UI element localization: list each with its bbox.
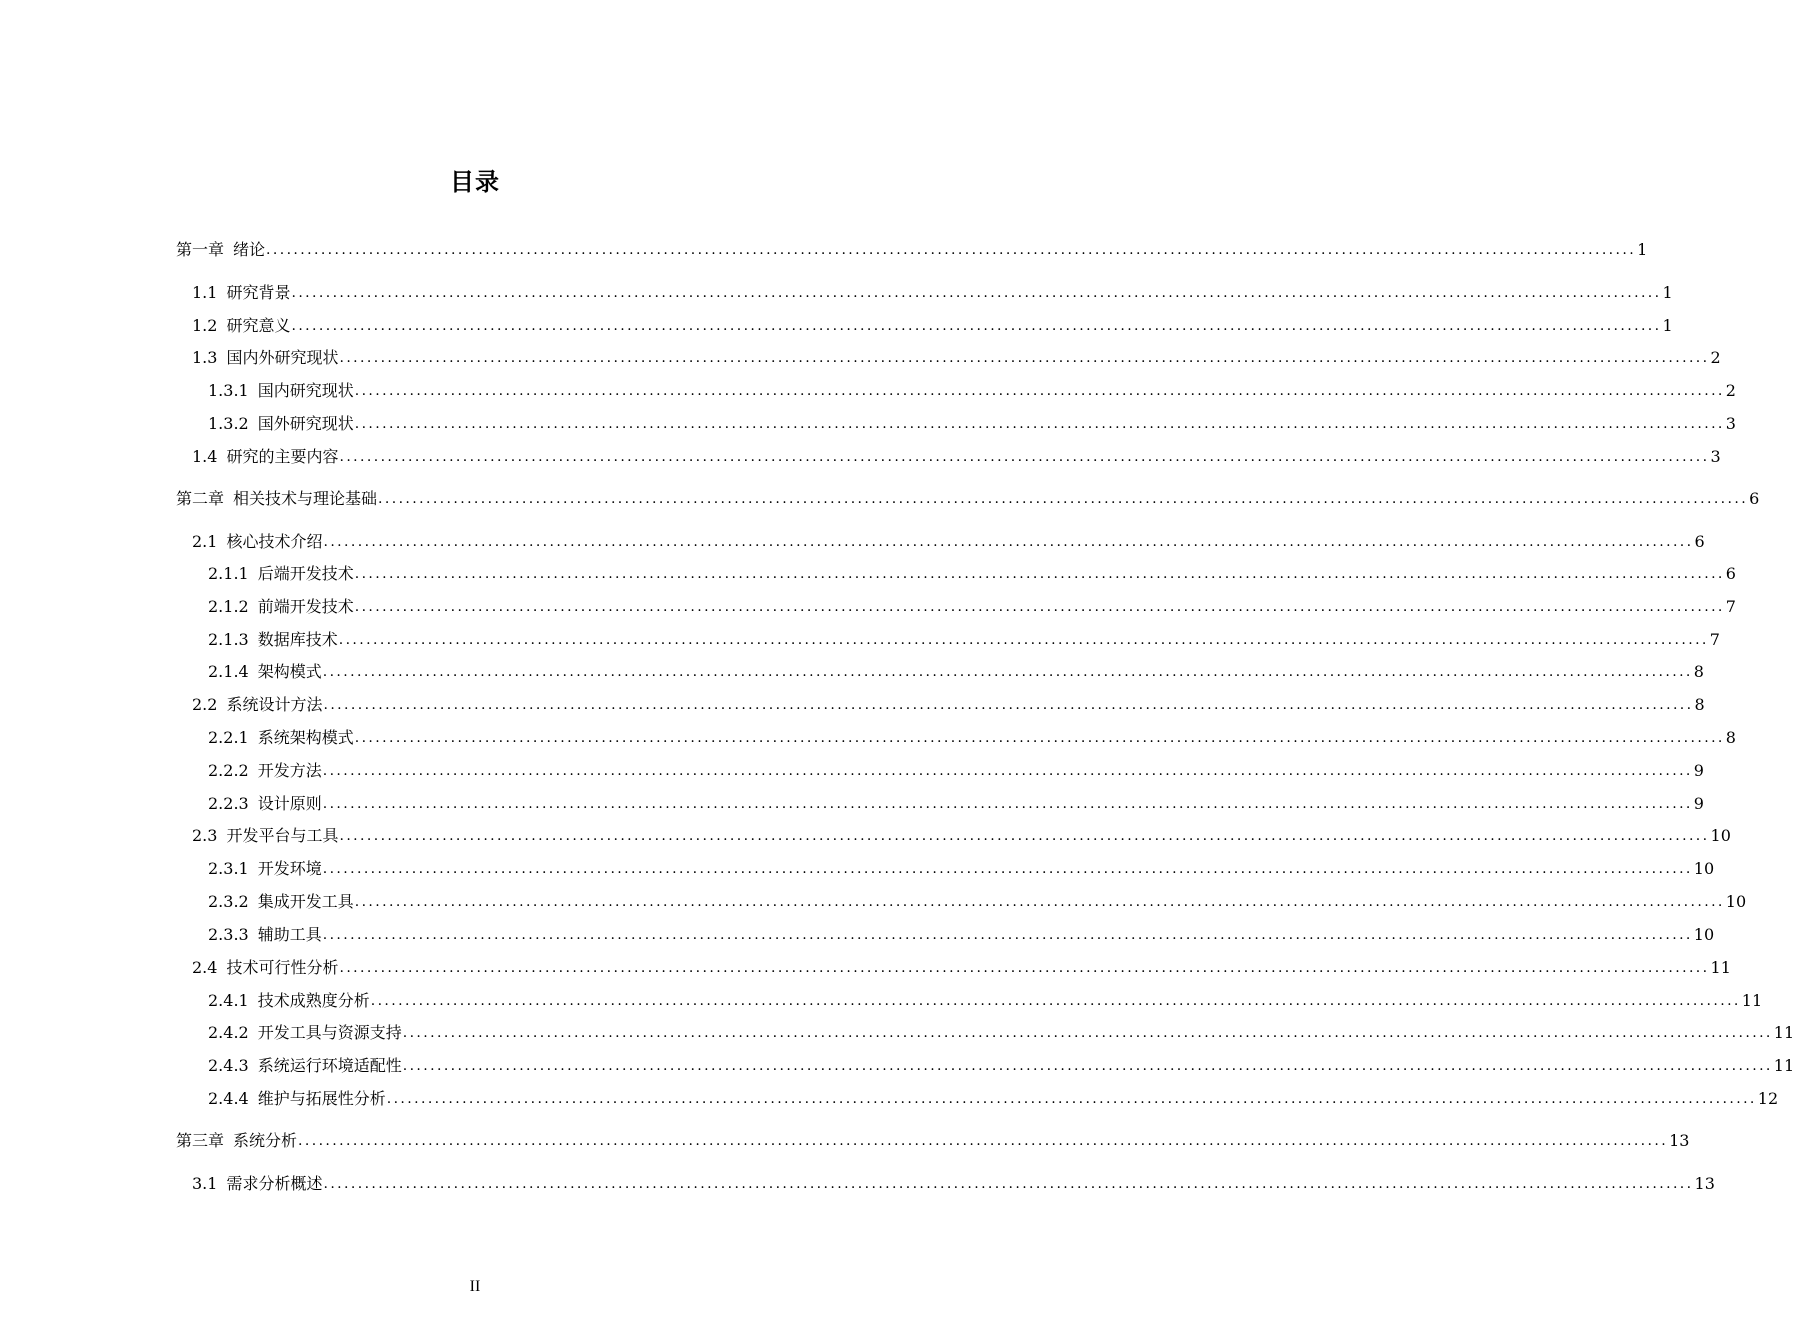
toc-entry-title: 设计原则 xyxy=(257,794,322,813)
toc-entry-title: 系统运行环境适配性 xyxy=(257,1056,402,1075)
toc-leader-dots: ........................................................................................................................................................................................................ xyxy=(338,632,1709,648)
toc-entry-page: 2 xyxy=(1710,348,1721,367)
toc-entry[interactable] xyxy=(208,1021,1794,1045)
toc-entry[interactable] xyxy=(208,1087,1779,1111)
toc-entry-title: 核心技术介绍 xyxy=(226,532,323,551)
toc-entry-number: 2.1.3 xyxy=(208,630,249,649)
toc-entry-number: 1.3.2 xyxy=(208,414,249,433)
toc-entry-number: 1.1 xyxy=(192,283,218,302)
toc-leader-dots: ........................................................................................................................................................................................................ xyxy=(339,350,1710,366)
toc-entry-title: 系统设计方法 xyxy=(226,695,323,714)
toc-entry-title: 开发方法 xyxy=(257,761,322,780)
toc-entry-number: 2.1.1 xyxy=(208,564,249,583)
toc-entry-page: 1 xyxy=(1662,316,1673,335)
toc-entry-title: 系统分析 xyxy=(233,1131,298,1150)
toc-entry-page: 9 xyxy=(1693,761,1704,780)
toc-entry[interactable] xyxy=(192,281,1673,305)
toc-leader-dots: ........................................................................................................................................................................................................ xyxy=(298,1133,1669,1149)
toc-entry-title: 研究意义 xyxy=(226,316,291,335)
toc-entry[interactable] xyxy=(192,346,1721,370)
toc-entry-page: 10 xyxy=(1710,826,1731,845)
toc-entry-number: 2.4.1 xyxy=(208,991,249,1010)
toc-entry-page: 8 xyxy=(1725,728,1736,747)
toc-entry[interactable] xyxy=(192,824,1731,848)
toc-leader-dots: ........................................................................................................................................................................................................ xyxy=(323,697,1694,713)
toc-entry-page: 10 xyxy=(1725,892,1747,911)
toc-entry-page: 6 xyxy=(1749,489,1760,508)
toc-entry[interactable] xyxy=(208,660,1704,684)
toc-entry-page: 6 xyxy=(1694,532,1705,551)
toc-leader-dots: ........................................................................................................................................................................................................ xyxy=(402,1058,1773,1074)
toc-leader-dots: ........................................................................................................................................................................................................ xyxy=(354,599,1725,615)
toc-leader-dots: ........................................................................................................................................................................................................ xyxy=(291,318,1662,334)
toc-entry[interactable] xyxy=(192,530,1705,554)
toc-entry-title: 技术成熟度分析 xyxy=(257,991,370,1010)
toc-leader-dots: ........................................................................................................................................................................................................ xyxy=(291,285,1662,301)
toc-entry-page: 11 xyxy=(1741,991,1763,1010)
toc-entry-page: 7 xyxy=(1725,597,1736,616)
toc-leader-dots: ........................................................................................................................................................................................................ xyxy=(323,534,1694,550)
toc-entry-title: 集成开发工具 xyxy=(257,892,354,911)
toc-entry-number: 2.1 xyxy=(192,532,218,551)
toc-entry[interactable] xyxy=(208,595,1736,619)
toc-entry-page: 10 xyxy=(1693,925,1715,944)
toc-entry-title: 辅助工具 xyxy=(257,925,322,944)
toc-entry-title: 开发环境 xyxy=(257,859,322,878)
toc-entry-number: 2.4 xyxy=(192,958,218,977)
toc-entry-title: 国内研究现状 xyxy=(257,381,354,400)
toc-entry-page: 1 xyxy=(1662,283,1673,302)
toc-entry-page: 6 xyxy=(1725,564,1736,583)
toc-leader-dots: ........................................................................................................................................................................................................ xyxy=(386,1091,1757,1107)
toc-entry[interactable] xyxy=(208,562,1736,586)
page-title: 目录 xyxy=(450,168,500,196)
toc-entry-number: 第一章 xyxy=(176,240,225,259)
toc-entry-number: 第三章 xyxy=(176,1131,225,1150)
toc-entry-page: 3 xyxy=(1710,447,1721,466)
toc-entry-number: 2.2.1 xyxy=(208,728,249,747)
toc-entry[interactable] xyxy=(192,445,1721,469)
toc-entry-page: 12 xyxy=(1757,1089,1779,1108)
toc-entry-page: 11 xyxy=(1773,1023,1794,1042)
toc-entry[interactable] xyxy=(176,238,1648,262)
toc-leader-dots: ........................................................................................................................................................................................................ xyxy=(339,449,1710,465)
toc-entry-page: 7 xyxy=(1709,630,1720,649)
toc-entry-page: 13 xyxy=(1669,1131,1690,1150)
toc-entry[interactable] xyxy=(176,487,1760,511)
toc-leader-dots: ........................................................................................................................................................................................................ xyxy=(339,960,1710,976)
toc-entry-title: 技术可行性分析 xyxy=(226,958,339,977)
toc-entry[interactable] xyxy=(208,923,1715,947)
toc-leader-dots: ........................................................................................................................................................................................................ xyxy=(354,416,1725,432)
toc-leader-dots: ........................................................................................................................................................................................................ xyxy=(322,927,1693,943)
toc-entry[interactable] xyxy=(208,989,1763,1013)
toc-entry-title: 绪论 xyxy=(233,240,266,259)
toc-entry-page: 3 xyxy=(1725,414,1736,433)
toc-entry-number: 2.4.4 xyxy=(208,1089,249,1108)
toc-entry-title: 前端开发技术 xyxy=(257,597,354,616)
toc-entry-number: 2.3.2 xyxy=(208,892,249,911)
toc-leader-dots: ........................................................................................................................................................................................................ xyxy=(339,828,1710,844)
toc-entry-number: 2.3.1 xyxy=(208,859,249,878)
toc-entry-number: 第二章 xyxy=(176,489,225,508)
toc-entry-title: 系统架构模式 xyxy=(257,728,354,747)
toc-entry-title: 维护与拓展性分析 xyxy=(257,1089,386,1108)
toc-entry-number: 1.3 xyxy=(192,348,218,367)
toc-entry[interactable] xyxy=(208,379,1736,403)
toc-entry[interactable] xyxy=(192,693,1705,717)
footer-page-number: II xyxy=(469,1278,481,1295)
toc-leader-dots: ........................................................................................................................................................................................................ xyxy=(354,566,1725,582)
toc-entry[interactable] xyxy=(208,759,1704,783)
toc-entry-title: 后端开发技术 xyxy=(257,564,354,583)
toc-entry-number: 1.4 xyxy=(192,447,218,466)
toc-entry-number: 3.1 xyxy=(192,1174,218,1193)
toc-entry-number: 2.3 xyxy=(192,826,218,845)
toc-entry[interactable] xyxy=(208,857,1715,881)
toc-entry-page: 9 xyxy=(1693,794,1704,813)
toc-entry-title: 数据库技术 xyxy=(257,630,338,649)
toc-entry-title: 开发工具与资源支持 xyxy=(257,1023,402,1042)
toc-leader-dots: ........................................................................................................................................................................................................ xyxy=(322,763,1693,779)
toc-entry-page: 2 xyxy=(1725,381,1736,400)
toc-leader-dots: ........................................................................................................................................................................................................ xyxy=(322,796,1693,812)
toc-entry[interactable] xyxy=(208,726,1736,750)
toc-entry-number: 2.2 xyxy=(192,695,218,714)
toc-leader-dots: ........................................................................................................................................................................................................ xyxy=(378,491,1749,507)
toc-entry[interactable] xyxy=(208,792,1704,816)
toc-entry-title: 架构模式 xyxy=(257,662,322,681)
toc-entry-title: 需求分析概述 xyxy=(226,1174,323,1193)
toc-leader-dots: ........................................................................................................................................................................................................ xyxy=(354,894,1725,910)
toc-entry-title: 研究的主要内容 xyxy=(226,447,339,466)
toc-entry-page: 13 xyxy=(1694,1174,1715,1193)
toc-leader-dots: ........................................................................................................................................................................................................ xyxy=(266,242,1637,258)
toc-entry-number: 2.1.2 xyxy=(208,597,249,616)
toc-entry-number: 2.4.2 xyxy=(208,1023,249,1042)
toc-entry-page: 1 xyxy=(1637,240,1648,259)
toc-entry-title: 开发平台与工具 xyxy=(226,826,339,845)
toc-entry[interactable] xyxy=(192,314,1673,338)
toc-entry-title: 国外研究现状 xyxy=(257,414,354,433)
toc-entry[interactable] xyxy=(208,628,1720,652)
toc-entry-number: 2.3.3 xyxy=(208,925,249,944)
toc-entry-page: 8 xyxy=(1693,662,1704,681)
toc-entry[interactable] xyxy=(176,1129,1690,1153)
toc-entry-title: 相关技术与理论基础 xyxy=(233,489,378,508)
toc-leader-dots: ........................................................................................................................................................................................................ xyxy=(322,861,1693,877)
toc-entry[interactable] xyxy=(192,1172,1715,1196)
toc-entry-title: 国内外研究现状 xyxy=(226,348,339,367)
toc-entry[interactable] xyxy=(192,956,1731,980)
toc-entry-number: 1.3.1 xyxy=(208,381,249,400)
toc-entry[interactable] xyxy=(208,412,1736,436)
toc-entry-title: 研究背景 xyxy=(226,283,291,302)
toc-entry-number: 2.4.3 xyxy=(208,1056,249,1075)
toc-entry-page: 8 xyxy=(1694,695,1705,714)
toc-entry-number: 2.2.2 xyxy=(208,761,249,780)
toc-leader-dots: ........................................................................................................................................................................................................ xyxy=(323,1176,1694,1192)
toc-leader-dots: ........................................................................................................................................................................................................ xyxy=(322,664,1693,680)
toc-leader-dots: ........................................................................................................................................................................................................ xyxy=(354,730,1725,746)
toc-leader-dots: ........................................................................................................................................................................................................ xyxy=(370,993,1741,1009)
toc-entry-page: 11 xyxy=(1710,958,1731,977)
toc-entry-page: 10 xyxy=(1693,859,1715,878)
toc-entry-number: 2.2.3 xyxy=(208,794,249,813)
toc-entry-page: 11 xyxy=(1773,1056,1794,1075)
toc-entry-number: 2.1.4 xyxy=(208,662,249,681)
toc-entry[interactable] xyxy=(208,890,1747,914)
toc-entry-number: 1.2 xyxy=(192,316,218,335)
toc-leader-dots: ........................................................................................................................................................................................................ xyxy=(402,1025,1773,1041)
toc-leader-dots: ........................................................................................................................................................................................................ xyxy=(354,383,1725,399)
toc-entry[interactable] xyxy=(208,1054,1794,1078)
